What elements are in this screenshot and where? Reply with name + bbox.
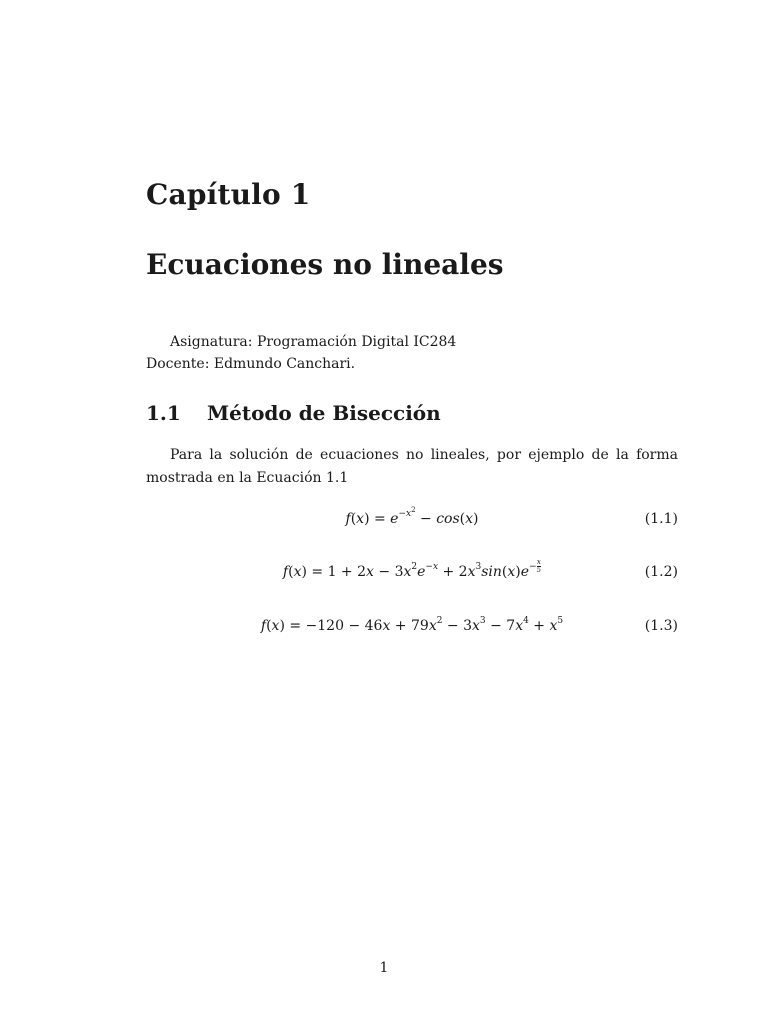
section-title: Método de Bisección — [206, 401, 441, 425]
equation-expression: $f(x) = e^{-x^2} - \cos(x)$ — [345, 506, 479, 527]
equation-expression: $f(x) = -120 - 46x + 79x^2 - 3x^3 - 7x^4 + x^5$ — [260, 616, 564, 634]
equation-expression: $f(x) = 1 + 2x - 3x^2e^{-x} + 2x^3\sin(x)e^{- \frac{x}{5}}$ — [282, 558, 542, 580]
equation-number: (1.3) — [644, 618, 678, 634]
equation-1-1 — [146, 507, 678, 537]
paragraph-text: Para la solución de ecuaciones no lineales, por ejemplo de la forma mostrada en la Ecuación 1.1 — [146, 447, 678, 486]
course-meta — [146, 331, 686, 375]
section-number: 1.1 — [146, 401, 181, 425]
subject-line: Asignatura: Programación Digital IC284 — [170, 334, 457, 350]
equation-1-3 — [146, 614, 678, 644]
section-heading — [146, 401, 441, 425]
equation-1-2 — [146, 560, 678, 590]
page-number: 1 — [379, 960, 389, 976]
chapter-title: Ecuaciones no lineales — [146, 248, 504, 281]
equation-number: (1.2) — [644, 564, 678, 580]
equation-number: (1.1) — [644, 511, 678, 527]
body-paragraph — [146, 444, 678, 490]
chapter-label: Capítulo 1 — [146, 178, 311, 211]
teacher-line: Docente: Edmundo Canchari. — [146, 356, 356, 372]
